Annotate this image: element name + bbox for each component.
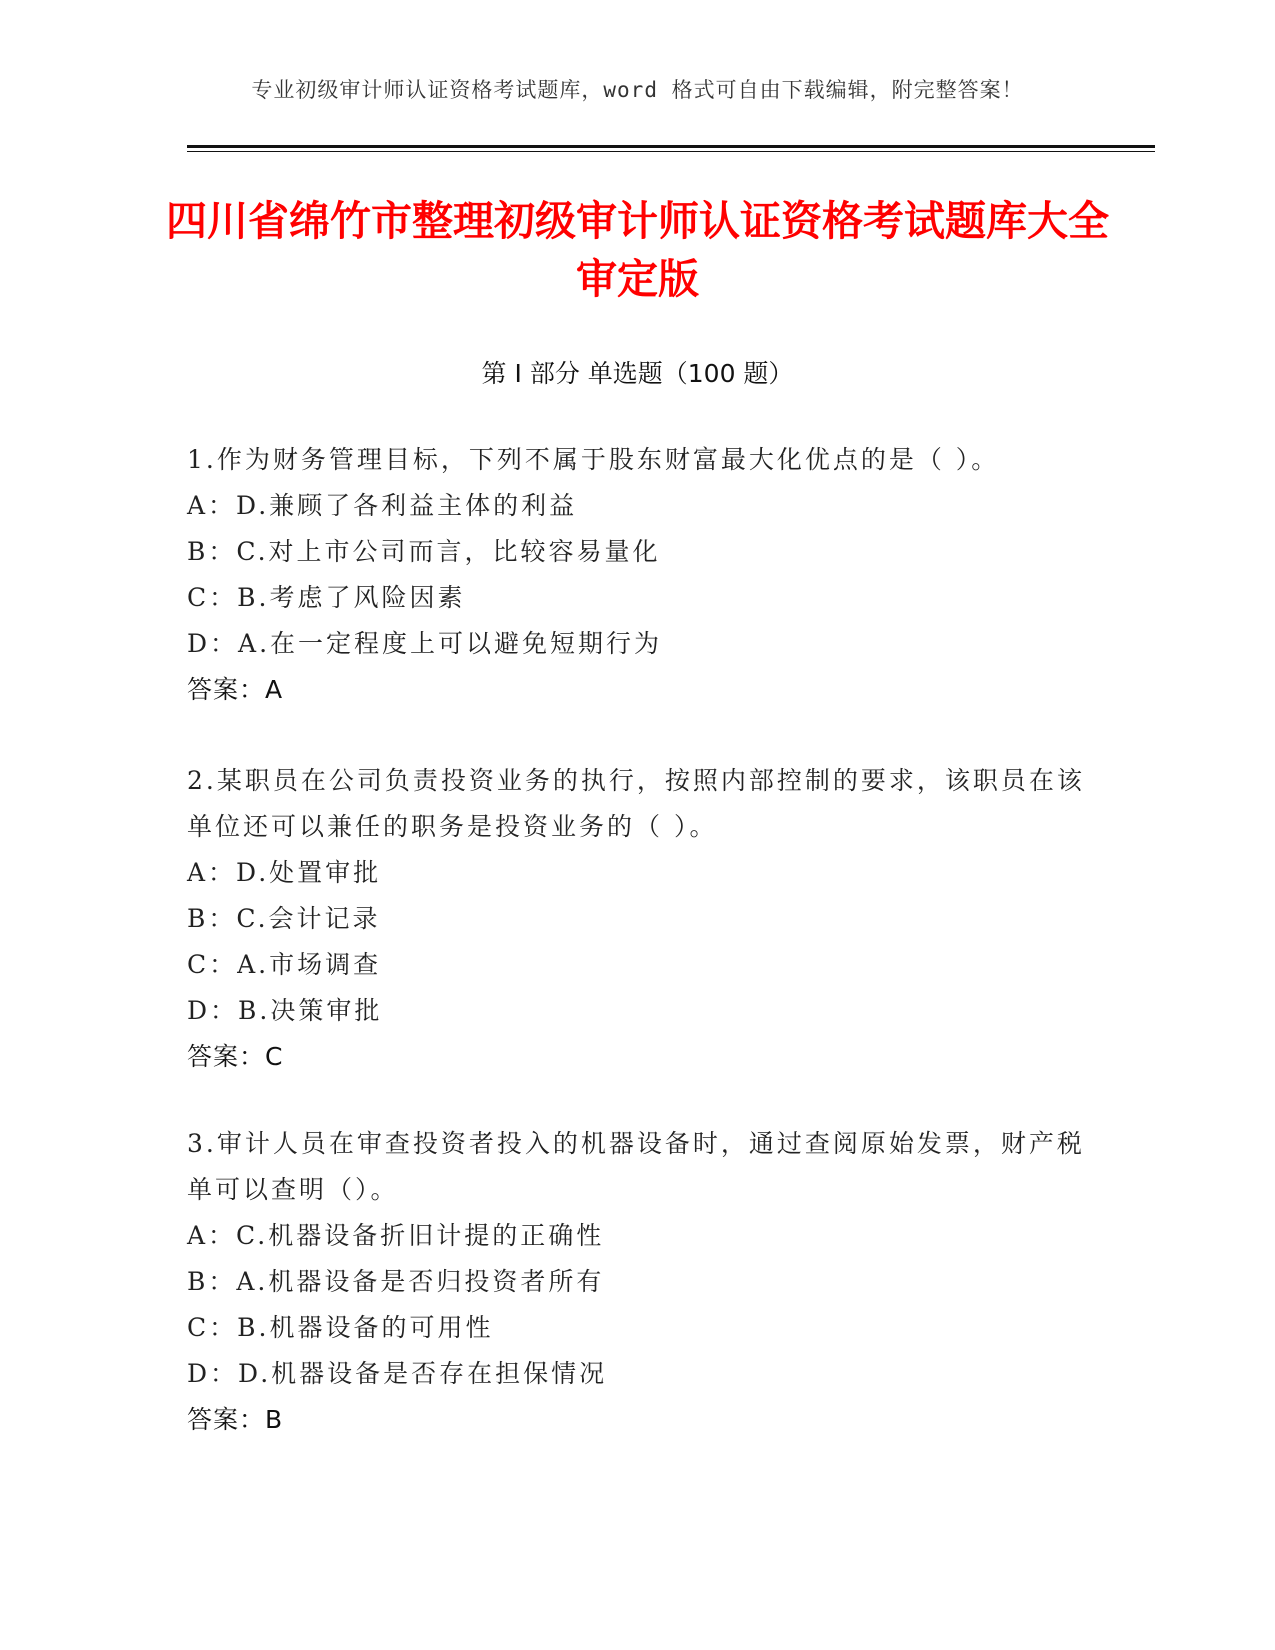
question-stem: 3.审计人员在审查投资者投入的机器设备时，通过查阅原始发票，财产税单可以查明（）。 (187, 1129, 1085, 1204)
option-d: D：A.在一定程度上可以避免短期行为 (187, 629, 663, 658)
question-3 (187, 1121, 1087, 1443)
option-b: B：C.对上市公司而言，比较容易量化 (187, 537, 661, 566)
option-a: A：C.机器设备折旧计提的正确性 (187, 1221, 605, 1250)
answer-line: 答案：A (187, 675, 284, 704)
option-b: B：A.机器设备是否归投资者所有 (187, 1267, 605, 1296)
header-divider-thick (187, 145, 1155, 148)
question-stem: 2.某职员在公司负责投资业务的执行，按照内部控制的要求，该职员在该单位还可以兼任的职务是投资业务的（ ）。 (187, 766, 1085, 841)
document-title: 四川省绵竹市整理初级审计师认证资格考试题库大全审定版 (166, 197, 1109, 303)
question-1 (187, 437, 1087, 713)
section-heading: 第 I 部分 单选题（100 题） (481, 359, 794, 388)
option-b: B：C.会计记录 (187, 904, 381, 933)
option-c: C：A.市场调查 (187, 950, 382, 979)
question-2 (187, 758, 1087, 1080)
option-a: A：D.兼顾了各利益主体的利益 (187, 491, 578, 520)
option-d: D：B.决策审批 (187, 996, 383, 1025)
option-a: A：D.处置审批 (187, 858, 382, 887)
answer-line: 答案：B (187, 1405, 284, 1434)
option-c: C：B.考虑了风险因素 (187, 583, 466, 612)
header-note: 专业初级审计师认证资格考试题库，word 格式可自由下载编辑，附完整答案！ (251, 78, 1024, 102)
answer-line: 答案：C (187, 1042, 284, 1071)
header-divider-thin (187, 151, 1155, 152)
question-stem: 1.作为财务管理目标，下列不属于股东财富最大化优点的是（ ）。 (187, 445, 1000, 474)
option-d: D：D.机器设备是否存在担保情况 (187, 1359, 608, 1388)
option-c: C：B.机器设备的可用性 (187, 1313, 494, 1342)
